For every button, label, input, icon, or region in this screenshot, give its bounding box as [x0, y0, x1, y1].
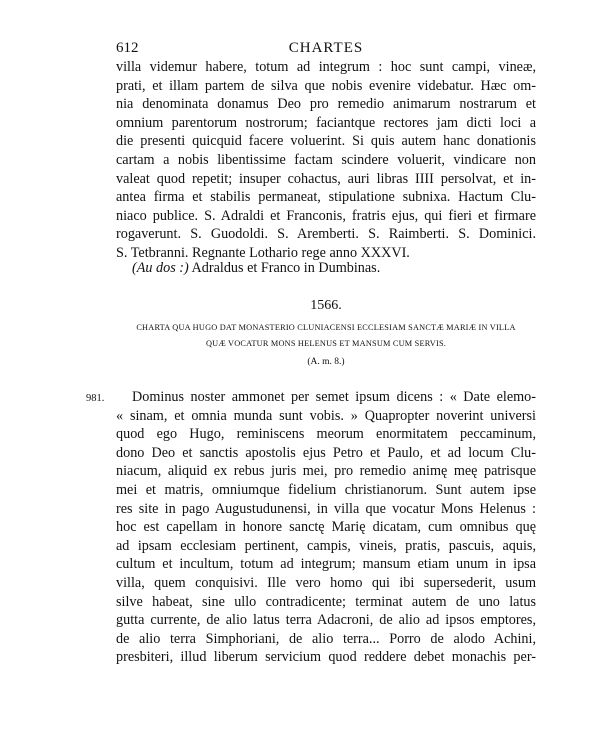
charter-body [116, 388, 536, 667]
text-line: die presenti quicquid facere voluerint. Si quis autem hanc donationis [116, 133, 536, 150]
page-number: 612 [116, 40, 139, 56]
text-line: S. Tetbranni. Regnante Lothario rege anno XXXVI. [116, 244, 410, 261]
charter-title [116, 320, 536, 352]
upper-charter-text [116, 58, 536, 263]
text-line: res site in pago Augustudunensi, in villa que vocatur Mons Helenus : [116, 500, 536, 517]
text-line: cartam a nobis libentissime factam scindere voluerit, vindicare non [116, 151, 536, 168]
margin-year: 981. [86, 393, 105, 404]
text-line: de alio terra Simphoriani, de alio terra... Porro de alodo Achini, [116, 630, 536, 647]
dorse-note [132, 260, 380, 277]
charter-date: (A. m. 8.) [307, 357, 345, 367]
text-line: presbiteri, illud liberum servicium quod reddere debet monachis per- [116, 649, 536, 666]
text-line: « sinam, et omnia munda sunt vobis. » Quapropter noverint universi [116, 407, 536, 424]
charter-number: 1566. [310, 298, 342, 313]
text-line: antea firma et stabilis permaneat, stipulatione subnixa. Hactum Clu- [116, 189, 536, 206]
text-line: silve habeat, sine ullo contradicente; terminat autem de uno latus [116, 593, 536, 610]
text-line: hoc est capellam in honore sanctę Marię dicatam, cum omnibus quę [116, 519, 536, 536]
text-line: mei et matris, omniumque fidelium christianorum. Sunt autem ipse [116, 481, 536, 498]
text-line: nia denominata donamus Deo pro remedio animarum nostrarum et [116, 96, 536, 113]
text-line: villa, quem conquisivi. Ille vero homo qui ibi supersederit, usum [116, 574, 536, 591]
dorse-label: (Au dos :) [132, 260, 189, 276]
text-line: niaco publice. S. Adraldi et Franconis, fratris ejus, qui fieri et firmare [116, 207, 536, 224]
charter-title-line: QUÆ VOCATUR MONS HELENUS ET MANSUM CUM SERVIS. [205, 339, 447, 348]
text-line: ad ipsam ecclesiam pertinent, campis, vineis, pratis, pascuis, aquis, [116, 537, 536, 554]
charter-title-line: CHARTA QUA HUGO DAT MONASTERIO CLUNIACENSI ECCLESIAM SANCTÆ MARIÆ IN VILLA [136, 323, 516, 332]
text-line: omnium parentorum nostrorum; faciantque rectores jam dicti loci a [116, 114, 536, 131]
text-line: Dominus noster ammonet per semet ipsum dicens : « Date elemo- [132, 389, 536, 405]
text-line: gutta currente, de alio latus terra Adacroni, de alio ad ipsos emptores, [116, 612, 536, 629]
running-head [116, 40, 536, 60]
text-line: villa videmur habere, totum ad integrum : hoc sunt campi, vineæ, [116, 59, 536, 75]
text-line: rogaverunt. S. Guodoldi. S. Aremberti. S. Raimberti. S. Dominici. [116, 226, 536, 243]
text-line: niacum, aliquid ex rebus juris mei, pro remedio animę meę patrisque [116, 463, 536, 480]
running-title: CHARTES [288, 40, 364, 56]
text-line: cultum et incultum, totum ad integrum; mansum etiam unum in ipsa [116, 556, 536, 573]
text-line: dono Deo et sanctis apostolis ejus Petro et Paulo, et ad locum Clu- [116, 444, 536, 461]
dorse-text: Adraldus et Franco in Dumbinas. [188, 260, 381, 276]
text-line: valeat quod repetit; insuper cohactus, auri libras IIII persolvat, et in- [116, 170, 536, 187]
text-line: quod ego Hugo, reminiscens meorum enormitatem peccaminum, [116, 426, 536, 443]
text-line: prati, et illam partem de silva que nobis evenire videbatur. Hæc om- [116, 77, 536, 94]
